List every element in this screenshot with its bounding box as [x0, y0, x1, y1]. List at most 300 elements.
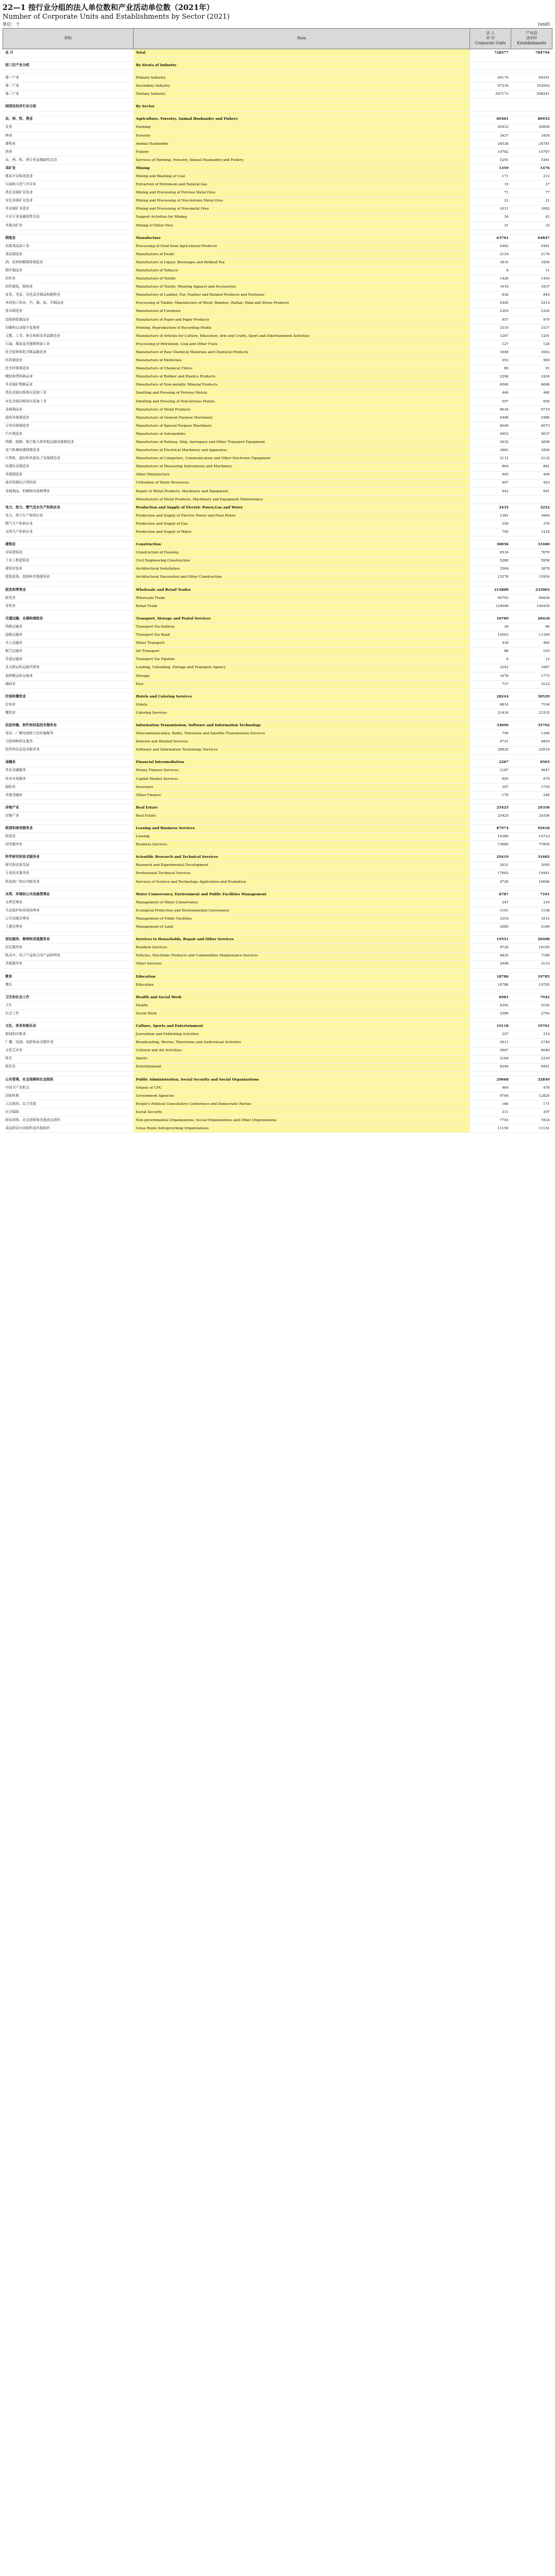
table-row [3, 471, 553, 479]
cell-corporate-units: 3564 [470, 565, 511, 573]
cell-corporate-units [470, 1071, 511, 1076]
cell-item-en: Manufacture of Articles for Culture, Education, Arts and Crafts, Sport and Entertainment Activities [134, 333, 470, 341]
table-row [3, 291, 553, 299]
cell-item-en: Professional Technical Services [134, 870, 470, 878]
cell-item-en: Mining and Processing of Ferrous Metal Ores [134, 189, 470, 197]
cell-establishments: 42 [511, 213, 553, 221]
cell-item-en: Manufacture of Non-metallic Mineral Products [134, 381, 470, 389]
cell-item-en: Telecommunication, Radio, Television and Satellite Transmission Services [134, 730, 470, 738]
cell-establishments [511, 754, 553, 759]
cell-establishments: 12 [511, 656, 553, 664]
cell-item-en: Manufacture of General Purpose Machinery [134, 414, 470, 422]
cell-establishments: 881 [511, 463, 553, 471]
cell-item-zh: 文化艺术业 [3, 1047, 134, 1055]
cell-item-zh: 水利、环境和公共设施管理业 [3, 890, 134, 898]
section-row [3, 541, 553, 549]
cell-corporate-units [470, 62, 511, 70]
cell-item-en: Mining and Processing of Non-metal Ores [134, 205, 470, 213]
cell-establishments: 2176 [511, 251, 553, 259]
cell-corporate-units: 1648 [470, 349, 511, 357]
cell-item-en: Services to Households, Repair and Other Services [134, 936, 470, 944]
cell-item-en: Manufacture of Measuring Instruments and Machinery [134, 463, 470, 471]
table-row [3, 1039, 553, 1047]
cell-establishments: 1693 [511, 349, 553, 357]
cell-establishments: 7180 [511, 952, 553, 960]
cell-item-zh: 人民政协、民主党派 [3, 1101, 134, 1109]
cell-item-zh: 专用设备制造业 [3, 422, 134, 430]
cell-establishments: 598241 [511, 90, 553, 99]
cell-item-en: Transport, Storage and Postal Services [134, 615, 470, 623]
spacer-row [3, 57, 553, 62]
cell-corporate-units: 178 [470, 791, 511, 799]
table-row [3, 1117, 553, 1125]
cell-corporate-units [470, 931, 511, 936]
table-row [3, 316, 553, 324]
spacer-row [3, 111, 553, 115]
cell-item-en: Transport Via Railway [134, 623, 470, 631]
cell-item-en: Forestry [134, 132, 470, 140]
cell-corporate-units: 6540 [470, 381, 511, 389]
cell-establishments [511, 230, 553, 234]
cell-establishments: 19785 [511, 973, 553, 981]
section-row [3, 722, 553, 730]
section-row [3, 115, 553, 124]
cell-item-zh: 水上运输业 [3, 639, 134, 648]
table-row [3, 1031, 553, 1039]
cell-item-zh: 卫生 [3, 1002, 134, 1010]
table-row [3, 1002, 553, 1010]
cell-corporate-units: 4009 [470, 422, 511, 430]
header-corporate-units [470, 29, 511, 49]
cell-corporate-units: 125008 [470, 603, 511, 611]
table-row [3, 1092, 553, 1100]
cell-item-zh: 黑色金属矿采选业 [3, 189, 134, 197]
table-row [3, 565, 553, 573]
cell-item-en: Water Transport [134, 639, 470, 648]
table-row [3, 333, 553, 341]
cell-item-en: Manufacture [134, 234, 470, 242]
cell-item-en: Insurance [134, 783, 470, 791]
cell-item-zh: 中国共产党机关 [3, 1084, 134, 1092]
table-row [3, 221, 553, 230]
cell-establishments: 10787 [511, 148, 553, 156]
cell-item-zh: 木材加工和木、竹、藤、棕、草制品业 [3, 299, 134, 308]
cell-establishments: 94628 [511, 594, 553, 602]
cell-item-en: Manufacture of Metal Products [134, 406, 470, 414]
spacer-row [3, 230, 553, 234]
cell-item-zh: 农业 [3, 124, 134, 132]
cell-corporate-units: 1101 [470, 907, 511, 915]
cell-corporate-units: 34 [470, 213, 511, 221]
table-row [3, 251, 553, 259]
cell-corporate-units: 84170 [470, 74, 511, 82]
table-row [3, 406, 553, 414]
cell-item-en: Cultural and Art Activities [134, 1047, 470, 1055]
section-row [3, 890, 553, 898]
cell-corporate-units: 750 [470, 730, 511, 738]
cell-corporate-units: 9 [470, 656, 511, 664]
cell-establishments: 91 [511, 365, 553, 373]
cell-establishments [511, 931, 553, 936]
cell-item-en: Management of Land [134, 923, 470, 931]
cell-establishments: 11151 [511, 1125, 553, 1133]
cell-item-en: Non-governmental Organizations, Social Organizations and Other Organizations [134, 1117, 470, 1125]
cell-item-en: Manufacture of Computers, Communication and Other Electronic Equipment [134, 455, 470, 463]
cell-corporate-units: 836 [470, 291, 511, 299]
table-row [3, 455, 553, 463]
header-establishments [511, 29, 553, 49]
table-row [3, 512, 553, 520]
cell-item-en: Other Finance [134, 791, 470, 799]
cell-corporate-units: 29419 [470, 853, 511, 862]
cell-corporate-units: 2031 [470, 862, 511, 870]
cell-corporate-units: 9784 [470, 1092, 511, 1100]
cell-corporate-units: 2611 [470, 1039, 511, 1047]
cell-establishments [511, 688, 553, 693]
cell-item-zh: 印刷和记录媒介复制业 [3, 324, 134, 332]
cell-establishments: 5037 [511, 430, 553, 439]
cell-item-zh: 教育 [3, 973, 134, 981]
table-row [3, 82, 553, 90]
cell-item-en: Production and Supply of Electric Power and Heat Power [134, 512, 470, 520]
table-row [3, 1109, 553, 1117]
cell-item-zh [3, 968, 134, 973]
cell-item-zh [3, 717, 134, 722]
cell-item-en: Health [134, 1002, 470, 1010]
header-item-zh: 指标 [3, 29, 134, 49]
cell-corporate-units: 6981 [470, 993, 511, 1001]
cell-item-en [134, 1018, 470, 1023]
cell-establishments [511, 103, 553, 111]
table-row [3, 74, 553, 82]
cell-corporate-units: 14289 [470, 833, 511, 841]
cell-item-en: Production and Supply of Water [134, 528, 470, 537]
cell-item-en: Scientific Research and Technical Services [134, 853, 470, 862]
cell-corporate-units [470, 103, 511, 111]
cell-establishments: 5647 [511, 767, 553, 775]
spacer-row [3, 968, 553, 973]
cell-corporate-units: 5406 [470, 414, 511, 422]
section-row [3, 165, 553, 173]
cell-establishments: 4073 [511, 422, 553, 430]
header-establishments-en: Establishments [517, 41, 546, 46]
spacer-row [3, 99, 553, 103]
cell-item-zh [3, 495, 134, 503]
section-row [3, 936, 553, 944]
cell-item-en [134, 537, 470, 541]
table-row [3, 365, 553, 373]
cell-establishments: 8451 [511, 1063, 553, 1071]
cell-item-en: Mining and Processing of Non-ferrous Metal Ores [134, 197, 470, 205]
cell-corporate-units: 6634 [470, 406, 511, 414]
cell-item-zh [3, 688, 134, 693]
table-row [3, 923, 553, 931]
spacer-row [3, 688, 553, 693]
cell-item-zh: 航空运输业 [3, 648, 134, 656]
cell-corporate-units [470, 99, 511, 103]
cell-item-zh: 文化、体育和娱乐业 [3, 1023, 134, 1031]
cell-corporate-units [470, 111, 511, 115]
cell-item-en: Management of Water Conservancy [134, 899, 470, 907]
cell-item-zh: 水利管理业 [3, 899, 134, 907]
cell-item-en [134, 581, 470, 586]
cell-item-en: Wholesale and Retail Trades [134, 586, 470, 594]
cell-corporate-units: 10762 [470, 148, 511, 156]
cell-item-en: Organs of CPC [134, 1084, 470, 1092]
spacer-row [3, 537, 553, 541]
section-row [3, 1076, 553, 1084]
table-row [3, 414, 553, 422]
section-row [3, 693, 553, 701]
table-row [3, 1063, 553, 1071]
cell-corporate-units: 1381 [470, 512, 511, 520]
statistical-table-page [0, 0, 555, 1133]
cell-corporate-units [470, 989, 511, 993]
cell-corporate-units: 547173 [470, 90, 511, 99]
table-title-en: Number of Corporate Units and Establishments by Sector (2021) [2, 12, 230, 21]
table-row [3, 639, 553, 648]
cell-establishments [511, 99, 553, 103]
section-row [3, 993, 553, 1001]
cell-item-zh: 建筑业 [3, 541, 134, 549]
cell-item-en: Real Estate [134, 812, 470, 820]
cell-item-en: Manufacture of Rubber and Plastics Products [134, 373, 470, 381]
cell-corporate-units: 1426 [470, 275, 511, 283]
cell-corporate-units [470, 581, 511, 586]
cell-establishments: 879 [511, 775, 553, 783]
cell-establishments: 1729 [511, 783, 553, 791]
cell-establishments: 3487 [511, 664, 553, 672]
table-row [3, 907, 553, 915]
cell-item-zh [3, 820, 134, 825]
cell-item-en: Manufacture of Automobiles [134, 430, 470, 439]
cell-corporate-units [470, 70, 511, 74]
cell-item-en: Public Administration, Social Security and Social Organizations [134, 1076, 470, 1084]
cell-item-zh: 金融业 [3, 759, 134, 767]
table-body [3, 49, 553, 1133]
cell-item-en: Construction [134, 541, 470, 549]
table-row [3, 90, 553, 99]
table-row [3, 738, 553, 746]
cell-item-en: Education [134, 973, 470, 981]
cell-item-zh: 煤炭开采和洗选业 [3, 173, 134, 181]
cell-corporate-units [470, 1018, 511, 1023]
cell-item-en: Manufacture of Paper and Paper Products [134, 316, 470, 324]
cell-item-en: Software and Information Technology Services [134, 746, 470, 754]
cell-establishments: 1158 [511, 907, 553, 915]
cell-corporate-units: 2184 [470, 1055, 511, 1063]
cell-corporate-units: 5280 [470, 557, 511, 565]
cell-item-en: Wholesale Trade [134, 594, 470, 602]
cell-item-en: Other Manufacture [134, 471, 470, 479]
cell-item-en: Transport Via Road [134, 631, 470, 639]
cell-item-zh: 非金属矿物制品业 [3, 381, 134, 389]
cell-establishments: 10185 [511, 944, 553, 952]
cell-item-en: Extraction of Petroleum and Natural Gas [134, 181, 470, 189]
cell-item-en: Retail Trade [134, 603, 470, 611]
cell-item-zh: 建筑安装业 [3, 565, 134, 573]
cell-corporate-units: 90792 [470, 594, 511, 602]
cell-item-zh: 电气机械和器材制造业 [3, 447, 134, 455]
table-row [3, 389, 553, 397]
table-row [3, 181, 553, 189]
cell-item-zh [3, 931, 134, 936]
cell-corporate-units: 2998 [470, 960, 511, 968]
table-row [3, 357, 553, 365]
cell-corporate-units [470, 820, 511, 825]
cell-item-zh: 第一产业 [3, 74, 134, 82]
spacer-row [3, 717, 553, 722]
cell-corporate-units: 1011 [470, 205, 511, 213]
cell-corporate-units: 17662 [470, 870, 511, 878]
cell-item-zh: 资本市场服务 [3, 775, 134, 783]
cell-corporate-units: 2396 [470, 373, 511, 381]
cell-establishments: 7670 [511, 549, 553, 557]
table-row [3, 833, 553, 841]
cell-corporate-units: 597 [470, 397, 511, 406]
cell-establishments: 7161 [511, 890, 553, 898]
table-row [3, 746, 553, 754]
cell-item-zh: 农、林、牧、渔业 [3, 115, 134, 124]
cell-establishments: 77 [511, 189, 553, 197]
cell-item-en: Total [134, 49, 470, 57]
cell-item-zh: 文教、工美、体育和娱乐用品制造业 [3, 333, 134, 341]
cell-item-zh: 按三次产业分组 [3, 62, 134, 70]
cell-item-en: Support Activities for Mining [134, 213, 470, 221]
cell-establishments: 5192 [511, 1002, 553, 1010]
cell-item-zh: 科学研究和技术服务业 [3, 853, 134, 862]
cell-item-zh [3, 230, 134, 234]
cell-item-zh: 国家机构 [3, 1092, 134, 1100]
cell-item-zh: 娱乐业 [3, 1063, 134, 1071]
section-row [3, 62, 553, 70]
table-row [3, 594, 553, 602]
table-row [3, 528, 553, 537]
cell-item-zh: 渔业 [3, 148, 134, 156]
cell-establishments [511, 495, 553, 503]
cell-item-en: Manufacture of Textile [134, 275, 470, 283]
cell-item-zh: 有色金属冶炼和压延加工业 [3, 397, 134, 406]
cell-establishments: 3122 [511, 680, 553, 688]
section-row [3, 234, 553, 242]
spacer-row [3, 931, 553, 936]
cell-item-en: Resident Services [134, 944, 470, 952]
cell-establishments: 1537 [511, 324, 553, 332]
cell-item-zh: 机动车、电子产品和日用产品修理业 [3, 952, 134, 960]
cell-item-en: Education [134, 981, 470, 989]
table-row [3, 952, 553, 960]
spacer-row [3, 800, 553, 804]
unit-label-en: (unit) [538, 22, 550, 27]
cell-establishments: 2132 [511, 455, 553, 463]
cell-item-en [134, 688, 470, 693]
cell-establishments: 1291 [511, 333, 553, 341]
cell-item-en: Printing, Reproduction of Recording Media [134, 324, 470, 332]
cell-item-en: Manufacture of Furniture [134, 308, 470, 316]
cell-item-en [134, 886, 470, 890]
cell-item-en: Catering Services [134, 709, 470, 717]
table-row [3, 381, 553, 389]
cell-item-en: Civil Engineering Construction [134, 557, 470, 565]
cell-item-en: Manufacture of Raw Chemical Materials and Chemical Products [134, 349, 470, 357]
cell-establishments [511, 820, 553, 825]
cell-corporate-units: 728577 [470, 49, 511, 57]
spacer-row [3, 989, 553, 993]
cell-item-zh: 化学原料和化学制品制造业 [3, 349, 134, 357]
cell-establishments: 7834 [511, 1117, 553, 1125]
cell-corporate-units: 1919 [470, 283, 511, 291]
cell-corporate-units [470, 717, 511, 722]
cell-item-en: Social Work [134, 1010, 470, 1018]
cell-item-zh: 公共设施管理业 [3, 915, 134, 923]
unit-row [2, 21, 553, 28]
cell-corporate-units [470, 849, 511, 853]
cell-item-zh: 铁路、船舶、航空航天和其他运输设备制造业 [3, 439, 134, 447]
table-row [3, 664, 553, 672]
cell-item-zh: 电信、广播电视和卫星传输服务 [3, 730, 134, 738]
cell-item-en [134, 849, 470, 853]
cell-item-zh: 仪器仪表制造业 [3, 463, 134, 471]
cell-item-zh: 计算机、通信和其他电子设备制造业 [3, 455, 134, 463]
table-row [3, 148, 553, 156]
cell-item-zh: 零售业 [3, 603, 134, 611]
cell-item-en: Mining [134, 165, 470, 173]
cell-corporate-units: 5291 [470, 157, 511, 165]
table-row [3, 430, 553, 439]
cell-item-zh: 教育 [3, 981, 134, 989]
cell-item-zh: 食品制造业 [3, 251, 134, 259]
table-row [3, 783, 553, 791]
cell-corporate-units: 19118 [470, 1023, 511, 1031]
cell-corporate-units [470, 230, 511, 234]
cell-item-en: Health and Social Work [134, 993, 470, 1001]
cell-item-en: Manufacture of Leather, Fur, Feather and Related Products and Footwear [134, 291, 470, 299]
cell-item-zh: 第三产业 [3, 90, 134, 99]
cell-establishments: 103 [511, 648, 553, 656]
cell-item-zh: 土地管理业 [3, 923, 134, 931]
cell-corporate-units: 30056 [470, 541, 511, 549]
cell-item-zh: 体育 [3, 1055, 134, 1063]
cell-item-en [134, 1071, 470, 1076]
cell-item-en: Mining of Other Ores [134, 221, 470, 230]
spacer-row [3, 886, 553, 890]
cell-establishments: 397 [511, 1109, 553, 1117]
cell-establishments [511, 537, 553, 541]
cell-corporate-units: 10563 [470, 631, 511, 639]
cell-corporate-units: 166 [470, 1101, 511, 1109]
cell-establishments: 30529 [511, 693, 553, 701]
cell-corporate-units [470, 537, 511, 541]
cell-item-en: Broadcasting, Movies, Televisions and Audiovisual Activities [134, 1039, 470, 1047]
cell-item-zh: 住宿和餐饮业 [3, 693, 134, 701]
cell-item-zh: 货币金融服务 [3, 767, 134, 775]
cell-item-zh: 电力、热力、燃气及水生产和供应业 [3, 503, 134, 512]
cell-establishments: 32849 [511, 1076, 553, 1084]
cell-establishments: 33460 [511, 541, 553, 549]
cell-establishments: 991 [511, 487, 553, 495]
cell-establishments: 1218 [511, 528, 553, 537]
cell-item-zh [3, 111, 134, 115]
cell-item-en: Utilization of Waste Resources [134, 479, 470, 487]
cell-item-en: Transport Via Pipeline [134, 656, 470, 664]
cell-establishments [511, 70, 553, 74]
cell-corporate-units: 9728 [470, 944, 511, 952]
section-row [3, 1023, 553, 1031]
table-row [3, 791, 553, 799]
cell-item-zh: 家具制造业 [3, 308, 134, 316]
cell-item-en: By Strata of Industry [134, 62, 470, 70]
table-row [3, 656, 553, 664]
